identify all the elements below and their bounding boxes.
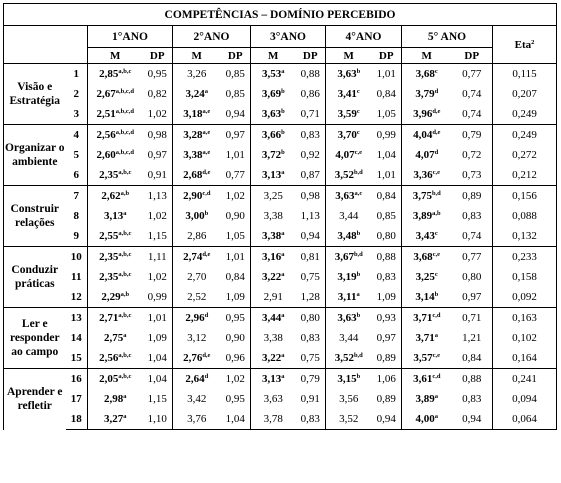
sd-cell: 0,86 [296,84,326,104]
item-number: 9 [66,226,88,247]
sd-cell: 1,02 [221,186,251,207]
sd-cell: 1,28 [296,287,326,308]
mean-cell: 4,07$^{c,e}$ [326,145,372,165]
col-dp-2: DP [221,48,251,64]
col-m-5: M [402,48,452,64]
sd-cell: 0,84 [221,267,251,287]
sd-cell: 0,89 [372,389,402,409]
sd-cell: 1,04 [143,369,173,390]
mean-cell: 4,07$^d$ [402,145,452,165]
mean-cell: 3,59$^c$ [326,104,372,125]
item-number: 7 [66,186,88,207]
mean-cell: 3,44$^a$ [251,308,296,329]
mean-cell: 2,35$^{a,b,c}$ [88,247,143,268]
eta-cell: 0,158 [493,267,557,287]
sd-cell: 1,02 [221,369,251,390]
table-row [4,348,557,369]
competency-group-label: Visão e Estratégia [4,64,66,125]
eta-cell: 0,249 [493,125,557,146]
mean-cell: 3,18$^{a,e}$ [173,104,221,125]
eta-cell: 0,212 [493,165,557,186]
mean-cell: 3,56 [326,389,372,409]
mean-cell: 3,69$^b$ [251,84,296,104]
sd-cell: 0,84 [372,84,402,104]
mean-cell: 3,79$^d$ [402,84,452,104]
mean-cell: 3,66$^b$ [251,125,296,146]
competency-group-label: Construir relações [4,186,66,247]
item-number: 15 [66,348,88,369]
mean-cell: 4,04$^{d,e}$ [402,125,452,146]
mean-cell: 3,70$^c$ [326,125,372,146]
mean-cell: 2,90$^{c,d}$ [173,186,221,207]
mean-cell: 3,78 [251,409,296,430]
sd-cell: 0,92 [296,145,326,165]
sd-cell: 0,93 [372,308,402,329]
mean-cell: 3,42 [173,389,221,409]
mean-cell: 3,71$^{c,d}$ [402,308,452,329]
table-row [4,165,557,186]
sd-cell: 1,15 [143,389,173,409]
mean-cell: 3,68$^c$ [402,64,452,85]
sd-cell: 0,90 [221,328,251,348]
col-m-4: M [326,48,372,64]
item-number: 13 [66,308,88,329]
mean-cell: 2,05$^{a,b,c}$ [88,369,143,390]
mean-cell: 3,76 [173,409,221,430]
eta-cell: 0,164 [493,348,557,369]
mean-cell: 2,64$^d$ [173,369,221,390]
sd-cell: 1,09 [372,287,402,308]
mean-cell: 2,68$^{d,e}$ [173,165,221,186]
col-dp-1: DP [143,48,173,64]
mean-cell: 3,12 [173,328,221,348]
sd-cell: 0,79 [296,369,326,390]
col-dp-4: DP [372,48,402,64]
mean-cell: 2,74$^{d,e}$ [173,247,221,268]
table-row [4,328,557,348]
mean-cell: 3,89$^{a,b}$ [402,206,452,226]
sd-cell: 1,01 [372,165,402,186]
sd-cell: 1,01 [372,64,402,85]
sd-cell: 0,99 [372,125,402,146]
sd-cell: 0,81 [296,247,326,268]
sd-cell: 1,09 [221,287,251,308]
sd-cell: 0,83 [296,409,326,430]
mean-cell: 3,63$^b$ [326,308,372,329]
sd-cell: 1,04 [143,348,173,369]
col-dp-3: DP [296,48,326,64]
mean-cell: 3,44 [326,206,372,226]
sd-cell: 1,10 [143,409,173,430]
competency-group-label: Organizar o ambiente [4,125,66,186]
sd-cell: 0,77 [221,165,251,186]
year-3-header: 3°ANO [251,26,326,48]
mean-cell: 3,22$^a$ [251,348,296,369]
mean-cell: 3,27$^a$ [88,409,143,430]
table-row [4,186,557,207]
item-number: 18 [66,409,88,430]
eta-superscript: 2 [531,38,535,46]
sd-cell: 0,94 [452,409,493,430]
sd-cell: 0,88 [452,369,493,390]
mean-cell: 3,96$^{d,e}$ [402,104,452,125]
mean-cell: 3,41$^c$ [326,84,372,104]
sd-cell: 0,85 [221,84,251,104]
eta-cell: 0,156 [493,186,557,207]
sd-cell: 1,04 [372,145,402,165]
year-2-header: 2°ANO [173,26,251,48]
sd-cell: 0,87 [296,165,326,186]
col-dp-5: DP [452,48,493,64]
mean-cell: 2,76$^{d,e}$ [173,348,221,369]
sd-cell: 0,88 [372,247,402,268]
mean-cell: 3,72$^b$ [251,145,296,165]
year-4-header: 4°ANO [326,26,402,48]
mean-cell: 3,24$^a$ [173,84,221,104]
mean-cell: 2,55$^{a,b,c}$ [88,226,143,247]
eta-cell: 0,272 [493,145,557,165]
sd-cell: 1,15 [143,226,173,247]
table-row [4,369,557,390]
eta-cell: 0,241 [493,369,557,390]
mean-cell: 3,75$^{b,d}$ [402,186,452,207]
mean-cell: 2,51$^{a,b,c,d}$ [88,104,143,125]
mean-cell: 3,52 [326,409,372,430]
sd-cell: 0,91 [296,389,326,409]
sd-cell: 1,21 [452,328,493,348]
mean-cell: 3,38 [251,206,296,226]
item-number: 4 [66,125,88,146]
header-blank-number [66,26,88,64]
sd-cell: 0,83 [296,125,326,146]
sd-cell: 1,01 [221,247,251,268]
mean-cell: 2,35$^{a,b,c}$ [88,267,143,287]
mean-cell: 3,11$^a$ [326,287,372,308]
item-number: 5 [66,145,88,165]
eta-cell: 0,249 [493,104,557,125]
mean-cell: 3,63$^b$ [326,64,372,85]
sd-cell: 0,97 [221,125,251,146]
table-wrapper [3,3,557,430]
sd-cell: 0,96 [221,348,251,369]
sd-cell: 0,95 [221,308,251,329]
sd-cell: 0,74 [452,104,493,125]
col-m-3: M [251,48,296,64]
eta-label: Eta [514,38,532,51]
sd-cell: 0,99 [143,287,173,308]
sd-cell: 1,06 [372,369,402,390]
mean-cell: 3,52$^{b,d}$ [326,348,372,369]
mean-cell: 2,62$^{a,b}$ [88,186,143,207]
sd-cell: 0,82 [143,84,173,104]
mean-cell: 2,29$^{a,b}$ [88,287,143,308]
mean-cell: 2,91 [251,287,296,308]
sd-cell: 0,97 [372,328,402,348]
sd-cell: 1,05 [372,104,402,125]
eta-cell: 0,064 [493,409,557,430]
competency-group-label: Aprender e refletir [4,369,66,430]
table-row [4,104,557,125]
mean-cell: 3,61$^{c,d}$ [402,369,452,390]
sd-cell: 0,75 [296,267,326,287]
sd-cell: 1,02 [143,104,173,125]
col-m-1: M [88,48,143,64]
sd-cell: 0,77 [452,247,493,268]
mean-cell: 3,63$^b$ [251,104,296,125]
item-number: 16 [66,369,88,390]
year-1-header: 1°ANO [88,26,173,48]
mean-cell: 2,56$^{a,b,c}$ [88,348,143,369]
eta-cell: 0,094 [493,389,557,409]
item-number: 17 [66,389,88,409]
item-number: 1 [66,64,88,85]
mean-cell: 2,67$^{a,b,c,d}$ [88,84,143,104]
mean-cell: 3,14$^b$ [402,287,452,308]
table-row [4,64,557,85]
mean-cell: 3,19$^b$ [326,267,372,287]
competencies-table [3,3,557,430]
sd-cell: 0,90 [221,206,251,226]
table-row [4,226,557,247]
sd-cell: 0,89 [452,186,493,207]
table-row [4,247,557,268]
sd-cell: 1,13 [143,186,173,207]
eta-cell: 0,102 [493,328,557,348]
mean-cell: 3,63 [251,389,296,409]
mean-cell: 3,38$^{a,e}$ [173,145,221,165]
mean-cell: 2,70 [173,267,221,287]
mean-cell: 3,28$^{a,e}$ [173,125,221,146]
table-row [4,145,557,165]
eta-cell: 0,088 [493,206,557,226]
mean-cell: 2,56$^{a,b,c,d}$ [88,125,143,146]
mean-cell: 3,38$^a$ [251,226,296,247]
sd-cell: 0,97 [452,287,493,308]
table-row [4,206,557,226]
eta-cell: 0,092 [493,287,557,308]
sd-cell: 0,89 [372,348,402,369]
header-blank-competency [4,26,66,64]
sd-cell: 0,94 [221,104,251,125]
sd-cell: 0,94 [296,226,326,247]
sd-cell: 0,98 [143,125,173,146]
sd-cell: 0,83 [372,267,402,287]
item-number: 6 [66,165,88,186]
sd-cell: 0,97 [143,145,173,165]
eta-cell: 0,207 [493,84,557,104]
mean-cell: 3,16$^a$ [251,247,296,268]
item-number: 3 [66,104,88,125]
sd-cell: 0,72 [452,145,493,165]
sd-cell: 0,80 [296,308,326,329]
sd-cell: 0,94 [372,409,402,430]
sd-cell: 1,02 [143,206,173,226]
mean-cell: 3,57$^{c,e}$ [402,348,452,369]
sd-cell: 0,75 [296,348,326,369]
mean-cell: 2,75$^a$ [88,328,143,348]
mean-cell: 3,68$^{c,e}$ [402,247,452,268]
mean-cell: 2,35$^{a,b,c}$ [88,165,143,186]
mean-cell: 3,48$^b$ [326,226,372,247]
competency-group-label: Conduzir práticas [4,247,66,308]
eta-cell: 0,115 [493,64,557,85]
sd-cell: 0,83 [452,389,493,409]
table-row [4,308,557,329]
mean-cell: 3,53$^a$ [251,64,296,85]
sd-cell: 0,77 [452,64,493,85]
mean-cell: 3,63$^{a,c}$ [326,186,372,207]
sd-cell: 0,85 [221,64,251,85]
eta-header [493,26,557,64]
year-5-header: 5° ANO [402,26,493,48]
sd-cell: 0,80 [372,226,402,247]
sd-cell: 0,71 [296,104,326,125]
sd-cell: 1,11 [143,247,173,268]
sd-cell: 0,84 [452,348,493,369]
sd-cell: 0,91 [143,165,173,186]
eta-cell: 0,163 [493,308,557,329]
mean-cell: 3,25 [251,186,296,207]
mean-cell: 4,00$^a$ [402,409,452,430]
mean-cell: 2,96$^d$ [173,308,221,329]
mean-cell: 3,00$^b$ [173,206,221,226]
sd-cell: 0,83 [296,328,326,348]
item-number: 8 [66,206,88,226]
mean-cell: 2,98$^a$ [88,389,143,409]
mean-cell: 3,38 [251,328,296,348]
table-row [4,287,557,308]
eta-cell: 0,233 [493,247,557,268]
mean-cell: 3,36$^{c,e}$ [402,165,452,186]
table-row [4,125,557,146]
mean-cell: 3,67$^{b,d}$ [326,247,372,268]
mean-cell: 2,71$^{a,b,c}$ [88,308,143,329]
sd-cell: 0,98 [296,186,326,207]
mean-cell: 2,85$^{a,b,c}$ [88,64,143,85]
mean-cell: 3,71$^a$ [402,328,452,348]
mean-cell: 2,86 [173,226,221,247]
mean-cell: 3,89$^a$ [402,389,452,409]
mean-cell: 2,60$^{a,b,c,d}$ [88,145,143,165]
table-body [4,64,557,430]
eta-cell: 0,132 [493,226,557,247]
mean-cell: 3,26 [173,64,221,85]
sd-cell: 1,13 [296,206,326,226]
sd-cell: 0,95 [221,389,251,409]
mean-cell: 2,52 [173,287,221,308]
sd-cell: 0,74 [452,84,493,104]
table-row [4,389,557,409]
item-number: 11 [66,267,88,287]
sd-cell: 0,83 [452,206,493,226]
mean-cell: 3,52$^{b,d}$ [326,165,372,186]
item-number: 12 [66,287,88,308]
sd-cell: 0,88 [296,64,326,85]
sd-cell: 0,85 [372,206,402,226]
sd-cell: 0,95 [143,64,173,85]
mean-cell: 3,13$^a$ [88,206,143,226]
sd-cell: 1,01 [143,308,173,329]
sd-cell: 1,09 [143,328,173,348]
table-row [4,409,557,430]
table-title: COMPETÊNCIAS – DOMÍNIO PERCEBIDO [4,4,557,26]
mean-cell: 3,15$^b$ [326,369,372,390]
table-row [4,267,557,287]
mean-cell: 3,44 [326,328,372,348]
sd-cell: 1,04 [221,409,251,430]
mean-cell: 3,25$^c$ [402,267,452,287]
sd-cell: 1,05 [221,226,251,247]
sd-cell: 0,73 [452,165,493,186]
item-number: 10 [66,247,88,268]
col-m-2: M [173,48,221,64]
table-row [4,84,557,104]
sd-cell: 0,74 [452,226,493,247]
sd-cell: 0,84 [372,186,402,207]
sd-cell: 0,71 [452,308,493,329]
item-number: 2 [66,84,88,104]
mean-cell: 3,13$^a$ [251,165,296,186]
sd-cell: 1,02 [143,267,173,287]
sd-cell: 0,80 [452,267,493,287]
mean-cell: 3,43$^c$ [402,226,452,247]
mean-cell: 3,22$^a$ [251,267,296,287]
mean-cell: 3,13$^a$ [251,369,296,390]
competency-group-label: Ler e responder ao campo [4,308,66,369]
sd-cell: 0,79 [452,125,493,146]
sd-cell: 1,01 [221,145,251,165]
item-number: 14 [66,328,88,348]
